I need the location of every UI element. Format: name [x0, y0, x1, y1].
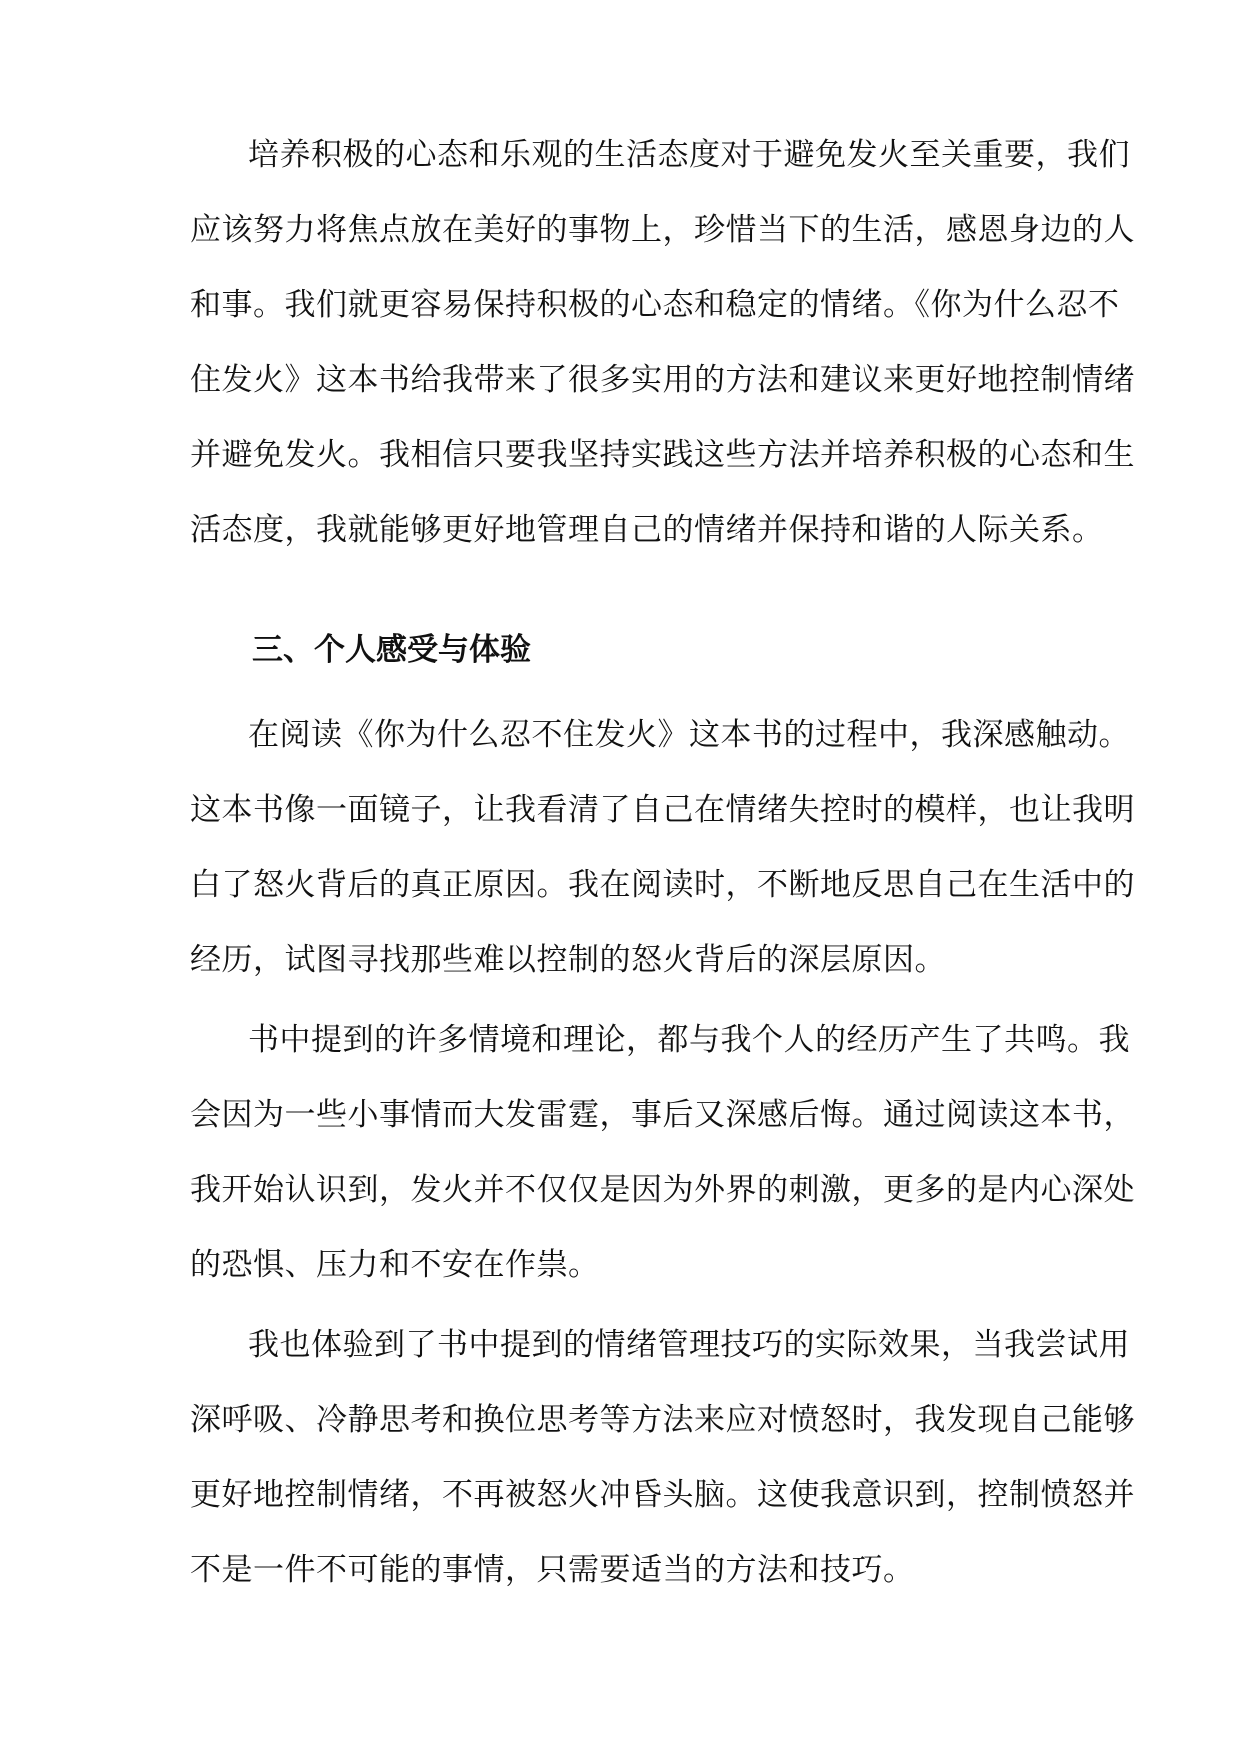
text-line: 并避免发火。我相信只要我坚持实践这些方法并培养积极的心态和生: [190, 437, 1135, 473]
text-line: 这本书像一面镜子，让我看清了自己在情绪失控时的模样，也让我明: [190, 792, 1135, 828]
text-line: 我开始认识到，发火并不仅仅是因为外界的刺激，更多的是内心深处: [190, 1172, 1135, 1208]
text-line: 我也体验到了书中提到的情绪管理技巧的实际效果，当我尝试用: [248, 1327, 1130, 1363]
text-line: 会因为一些小事情而大发雷霆，事后又深感后悔。通过阅读这本书，: [190, 1097, 1135, 1133]
text-line: 书中提到的许多情境和理论，都与我个人的经历产生了共鸣。我: [248, 1022, 1130, 1058]
text-line: 不是一件不可能的事情，只需要适当的方法和技巧。: [190, 1552, 915, 1588]
text-line: 活态度，我就能够更好地管理自己的情绪并保持和谐的人际关系。: [190, 512, 1104, 548]
text-line: 更好地控制情绪，不再被怒火冲昏头脑。这使我意识到，控制愤怒并: [190, 1477, 1135, 1513]
text-line: 住发火》这本书给我带来了很多实用的方法和建议来更好地控制情绪: [190, 362, 1135, 398]
text-line: 和事。我们就更容易保持积极的心态和稳定的情绪。《你为什么忍不: [190, 287, 1120, 323]
text-line: 深呼吸、冷静思考和换位思考等方法来应对愤怒时，我发现自己能够: [190, 1402, 1135, 1438]
text-line: 的恐惧、压力和不安在作祟。: [190, 1247, 600, 1283]
section-heading: 三、个人感受与体验: [252, 632, 531, 668]
text-line: 经历，试图寻找那些难以控制的怒火背后的深层原因。: [190, 942, 946, 978]
text-line: 应该努力将焦点放在美好的事物上，珍惜当下的生活，感恩身边的人: [190, 212, 1135, 248]
text-line: 培养积极的心态和乐观的生活态度对于避免发火至关重要，我们: [248, 137, 1130, 173]
text-line: 白了怒火背后的真正原因。我在阅读时，不断地反思自己在生活中的: [190, 867, 1135, 903]
text-line: 在阅读《你为什么忍不住发火》这本书的过程中，我深感触动。: [248, 717, 1130, 753]
